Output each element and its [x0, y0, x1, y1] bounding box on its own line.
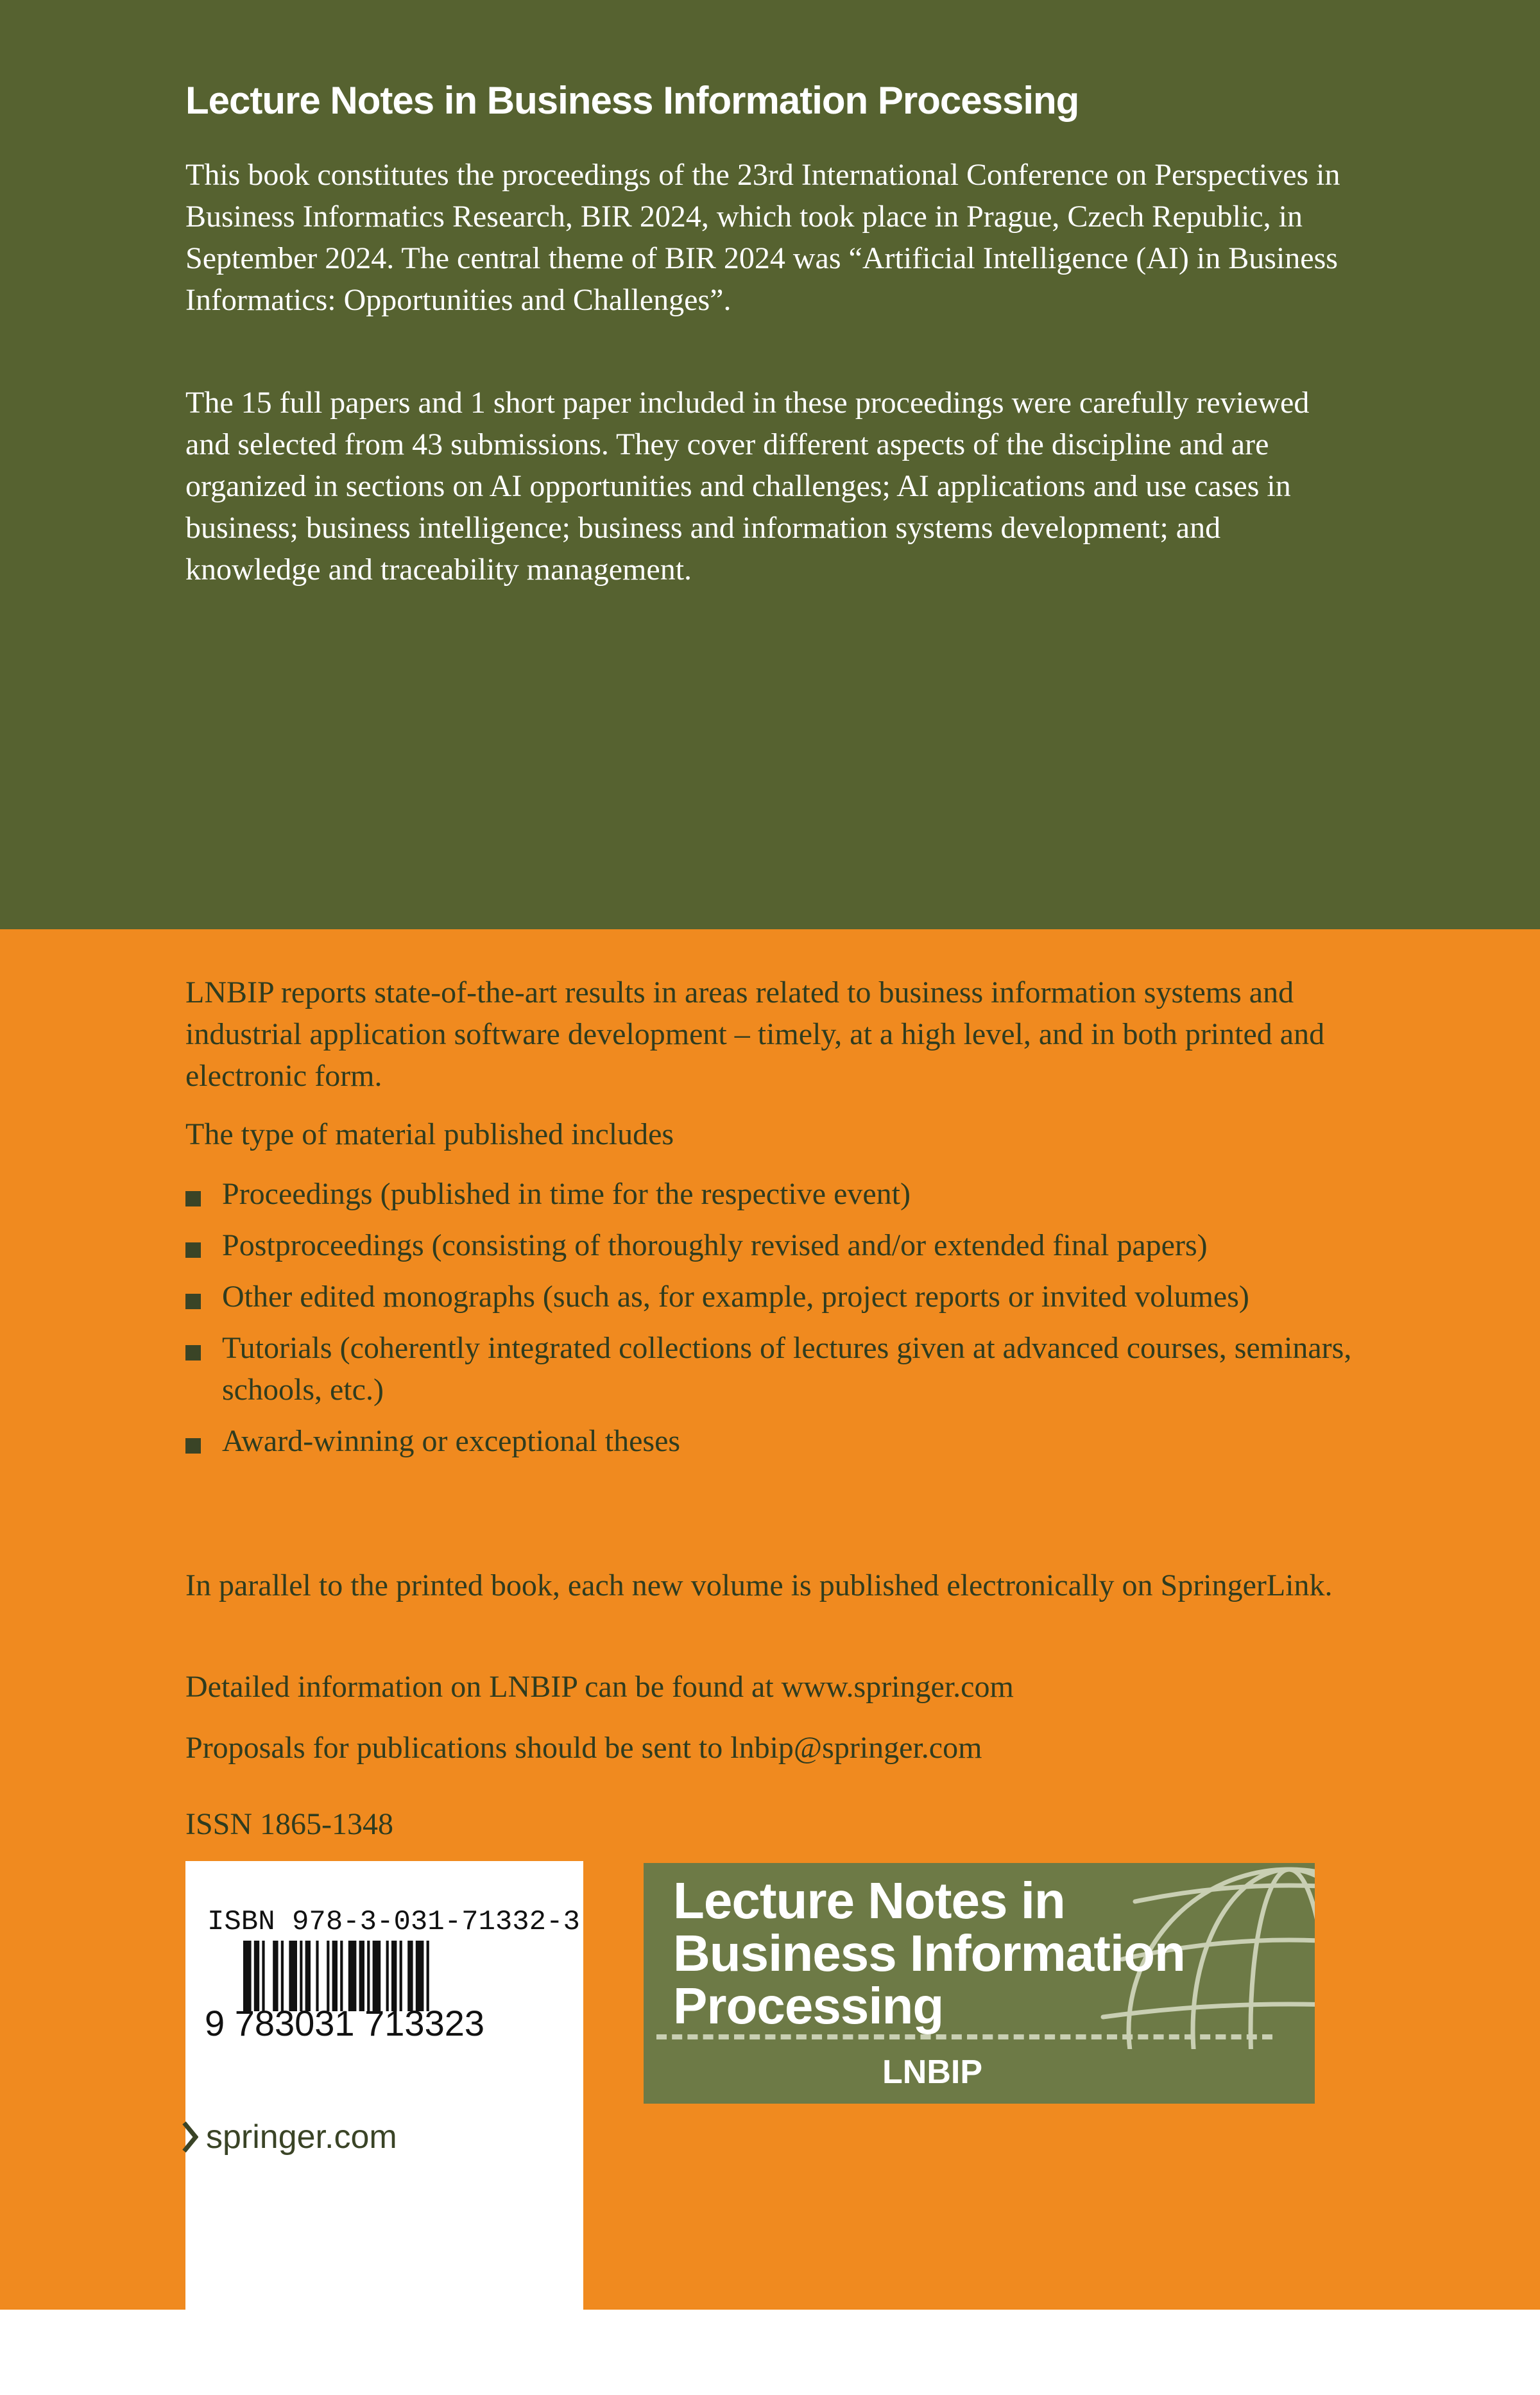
info-note: Detailed information on LNBIP can be found at www.springer.com: [185, 1670, 1014, 1704]
barcode-bar: [391, 1941, 397, 2011]
barcode-bar: [386, 1941, 389, 2011]
barcode-bar: [407, 1941, 413, 2011]
isbn-label: ISBN 978-3-031-71332-3: [207, 1906, 580, 1938]
list-item: [185, 1276, 1353, 1318]
bullet-square-icon: [185, 1242, 201, 1258]
list-item-text: Proceedings (published in time for the respective event): [222, 1177, 911, 1211]
barcode-bar: [348, 1941, 357, 2011]
list-item-text: Postproceedings (consisting of thoroughly revised and/or extended final papers): [222, 1228, 1208, 1262]
list-item: [185, 1327, 1353, 1411]
barcode-bar: [416, 1941, 424, 2011]
list-item-text: Tutorials (coherently integrated collections of lectures given at advanced courses, seminars, schools, etc.): [222, 1331, 1352, 1407]
top-panel: [0, 0, 1540, 929]
series-intro: LNBIP reports state-of-the-art results in areas related to business information systems and industrial application software development – timely, at a high level, and in both printed and electronic form.: [185, 975, 1325, 1093]
bullet-square-icon: [185, 1294, 201, 1309]
springer-link[interactable]: [182, 2118, 397, 2156]
barcode-bar: [243, 1941, 252, 2011]
barcode-bar: [273, 1941, 278, 2011]
series-title: Lecture Notes in Business Information Processing: [185, 79, 1079, 122]
barcode-number: 9 783031 713323: [205, 2003, 484, 2043]
list-item: [185, 1224, 1353, 1266]
barcode-bar: [316, 1941, 318, 2011]
logo-abbreviation: LNBIP: [882, 2054, 982, 2091]
proposals-note: Proposals for publications should be sent to lnbip@springer.com: [185, 1731, 982, 1765]
list-item: [185, 1420, 1353, 1462]
barcode-bar: [427, 1941, 429, 2011]
summary-paragraph-2: The 15 full papers and 1 short paper included in these proceedings were carefully reviewed and selected from 43 submissions. They cover different aspects of the discipline and are organized in sections on AI opportunities and challenges; AI applications and use cases in business; business intelligence; business and information systems development; and knowledge and traceability management.: [185, 386, 1310, 587]
material-list: [185, 1173, 1353, 1472]
barcode-bar: [400, 1941, 402, 2011]
barcode-bar: [340, 1941, 343, 2011]
barcode-bar: [300, 1941, 302, 2011]
list-item: [185, 1173, 1353, 1215]
barcode-bar: [254, 1941, 259, 2011]
bullet-square-icon: [185, 1191, 201, 1206]
logo-title: Lecture Notes in Business Information Processing: [673, 1872, 1185, 2034]
bottom-panel: [0, 929, 1540, 2310]
barcode-bar: [359, 1941, 364, 2011]
barcode-bar: [367, 1941, 370, 2011]
barcode-bar: [332, 1941, 338, 2011]
barcode-bars: [243, 1941, 429, 2011]
issn: ISSN 1865-1348: [185, 1807, 394, 1841]
bullet-square-icon: [185, 1438, 201, 1454]
barcode-bar: [373, 1941, 381, 2011]
barcode-bar: [262, 1941, 264, 2011]
barcode-bar: [327, 1941, 329, 2011]
list-item-text: Other edited monographs (such as, for example, project reports or invited volumes): [222, 1280, 1249, 1314]
springer-link-text: springer.com: [206, 2118, 397, 2156]
logo-divider: [656, 2034, 1272, 2039]
barcode-bar: [281, 1941, 284, 2011]
series-logo: [644, 1863, 1315, 2104]
barcode-bar: [305, 1941, 311, 2011]
list-item-text: Award-winning or exceptional theses: [222, 1424, 681, 1458]
summary-paragraph-1: This book constitutes the proceedings of the 23rd International Conference on Perspectives in Business Informatics Research, BIR 2024, which took place in Prague, Czech Republic, in September 2024. The central theme of BIR 2024 was “Artificial Intelligence (AI) in Business Informatics: Opportunities and Challenges”.: [185, 158, 1340, 317]
material-heading: The type of material published includes: [185, 1117, 674, 1151]
bullet-square-icon: [185, 1345, 201, 1361]
chevron-right-icon: [182, 2120, 198, 2154]
electronic-note: In parallel to the printed book, each new volume is published electronically on SpringerLink.: [185, 1568, 1333, 1602]
barcode-bar: [289, 1941, 297, 2011]
